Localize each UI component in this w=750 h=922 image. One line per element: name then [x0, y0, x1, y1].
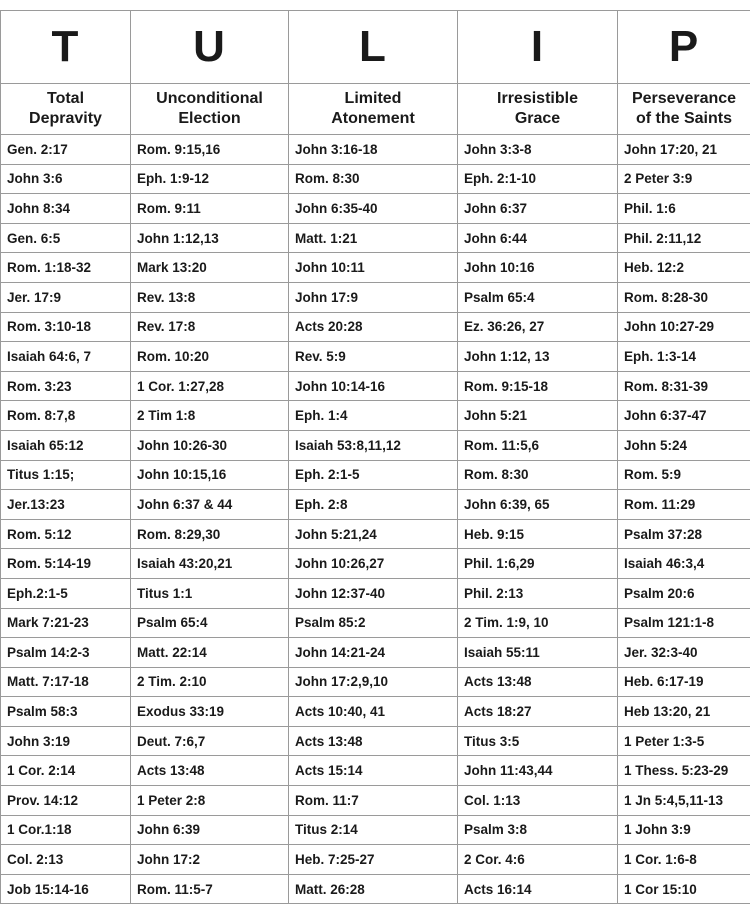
table-row: [1, 608, 750, 638]
table-row: [1, 312, 750, 342]
verse-cell-perseverance: Psalm 20:6: [618, 578, 750, 608]
verse-cell-limited-atonement: Isaiah 53:8,11,12: [289, 430, 458, 460]
verse-cell-limited-atonement: Eph. 1:4: [289, 401, 458, 431]
acronym-letter-row: [1, 11, 750, 84]
verse-cell-irresistible-grace: Isaiah 55:11: [458, 638, 618, 668]
verse-cell-limited-atonement: Eph. 2:1-5: [289, 460, 458, 490]
verse-cell-perseverance: Phil. 2:11,12: [618, 223, 750, 253]
verse-cell-perseverance: Rom. 11:29: [618, 490, 750, 520]
table-row: [1, 371, 750, 401]
verse-cell-total-depravity: Jer.13:23: [1, 490, 131, 520]
verse-cell-perseverance: 1 Peter 1:3-5: [618, 726, 750, 756]
verse-cell-perseverance: Rom. 8:28-30: [618, 282, 750, 312]
verse-cell-irresistible-grace: John 10:16: [458, 253, 618, 283]
verse-cell-total-depravity: Mark 7:21-23: [1, 608, 131, 638]
verse-cell-unconditional-election: 1 Cor. 1:27,28: [131, 371, 289, 401]
verse-cell-total-depravity: Psalm 14:2-3: [1, 638, 131, 668]
table-row: [1, 490, 750, 520]
verse-cell-irresistible-grace: 2 Tim. 1:9, 10: [458, 608, 618, 638]
verse-cell-total-depravity: Rom. 8:7,8: [1, 401, 131, 431]
verse-cell-perseverance: Phil. 1:6: [618, 194, 750, 224]
verse-cell-total-depravity: Gen. 6:5: [1, 223, 131, 253]
verse-cell-total-depravity: Isaiah 65:12: [1, 430, 131, 460]
verse-cell-total-depravity: Gen. 2:17: [1, 135, 131, 165]
verse-cell-limited-atonement: Rom. 8:30: [289, 164, 458, 194]
table-row: [1, 667, 750, 697]
verse-cell-irresistible-grace: Acts 18:27: [458, 697, 618, 727]
verse-cell-limited-atonement: Rev. 5:9: [289, 342, 458, 372]
verse-cell-unconditional-election: Deut. 7:6,7: [131, 726, 289, 756]
verse-cell-total-depravity: Rom. 5:12: [1, 519, 131, 549]
table-row: [1, 578, 750, 608]
verse-cell-limited-atonement: Matt. 26:28: [289, 874, 458, 904]
verse-cell-perseverance: Isaiah 46:3,4: [618, 549, 750, 579]
verse-cell-perseverance: Psalm 121:1-8: [618, 608, 750, 638]
verse-cell-limited-atonement: Matt. 1:21: [289, 223, 458, 253]
table-row: [1, 430, 750, 460]
verse-cell-limited-atonement: John 10:14-16: [289, 371, 458, 401]
verse-cell-total-depravity: Job 15:14-16: [1, 874, 131, 904]
verse-cell-unconditional-election: Isaiah 43:20,21: [131, 549, 289, 579]
verse-cell-irresistible-grace: John 11:43,44: [458, 756, 618, 786]
verse-cell-unconditional-election: Rev. 13:8: [131, 282, 289, 312]
letter-u: U: [131, 11, 289, 84]
verse-cell-unconditional-election: Psalm 65:4: [131, 608, 289, 638]
table-row: [1, 519, 750, 549]
verse-cell-perseverance: Rom. 8:31-39: [618, 371, 750, 401]
verse-cell-limited-atonement: John 10:11: [289, 253, 458, 283]
table-row: [1, 282, 750, 312]
verse-cell-irresistible-grace: Ez. 36:26, 27: [458, 312, 618, 342]
verse-cell-total-depravity: Rom. 5:14-19: [1, 549, 131, 579]
verse-cell-irresistible-grace: Psalm 65:4: [458, 282, 618, 312]
verse-cell-perseverance: Heb. 12:2: [618, 253, 750, 283]
verse-cell-limited-atonement: John 10:26,27: [289, 549, 458, 579]
verse-cell-total-depravity: Rom. 3:10-18: [1, 312, 131, 342]
verse-cell-total-depravity: Prov. 14:12: [1, 786, 131, 816]
verse-cell-irresistible-grace: Titus 3:5: [458, 726, 618, 756]
verse-cell-total-depravity: Jer. 17:9: [1, 282, 131, 312]
tulip-table: [0, 10, 750, 904]
verse-cell-total-depravity: John 3:19: [1, 726, 131, 756]
verse-cell-irresistible-grace: Rom. 8:30: [458, 460, 618, 490]
verse-cell-unconditional-election: John 6:37 & 44: [131, 490, 289, 520]
verse-cell-unconditional-election: John 1:12,13: [131, 223, 289, 253]
verse-cell-limited-atonement: Acts 13:48: [289, 726, 458, 756]
table-row: [1, 756, 750, 786]
verse-cell-irresistible-grace: John 5:21: [458, 401, 618, 431]
table-row: [1, 460, 750, 490]
verse-cell-unconditional-election: Exodus 33:19: [131, 697, 289, 727]
verse-cell-limited-atonement: John 14:21-24: [289, 638, 458, 668]
table-row: [1, 164, 750, 194]
letter-t: T: [1, 11, 131, 84]
verse-cell-irresistible-grace: Psalm 3:8: [458, 815, 618, 845]
verse-cell-limited-atonement: John 3:16-18: [289, 135, 458, 165]
verse-cell-irresistible-grace: Col. 1:13: [458, 786, 618, 816]
verse-cell-irresistible-grace: John 6:44: [458, 223, 618, 253]
verse-cell-perseverance: 1 Cor. 1:6-8: [618, 845, 750, 875]
verse-cell-irresistible-grace: Rom. 11:5,6: [458, 430, 618, 460]
verse-cell-irresistible-grace: Heb. 9:15: [458, 519, 618, 549]
table-row: [1, 253, 750, 283]
verse-cell-total-depravity: Titus 1:15;: [1, 460, 131, 490]
header-perseverance-of-the-saints: Perseverance of the Saints: [618, 84, 750, 135]
verse-cell-irresistible-grace: John 1:12, 13: [458, 342, 618, 372]
table-row: [1, 726, 750, 756]
table-row: [1, 194, 750, 224]
verse-cell-limited-atonement: Acts 15:14: [289, 756, 458, 786]
verse-cell-perseverance: John 6:37-47: [618, 401, 750, 431]
verse-cell-total-depravity: Rom. 1:18-32: [1, 253, 131, 283]
table-row: [1, 845, 750, 875]
verse-cell-unconditional-election: John 6:39: [131, 815, 289, 845]
verse-cell-perseverance: 1 John 3:9: [618, 815, 750, 845]
table-row: [1, 697, 750, 727]
verse-cell-perseverance: John 17:20, 21: [618, 135, 750, 165]
verse-cell-limited-atonement: Psalm 85:2: [289, 608, 458, 638]
verse-reference-rows: [1, 135, 750, 904]
verse-cell-unconditional-election: Mark 13:20: [131, 253, 289, 283]
table-row: [1, 786, 750, 816]
header-irresistible-grace: Irresistible Grace: [458, 84, 618, 135]
verse-cell-irresistible-grace: John 6:39, 65: [458, 490, 618, 520]
verse-cell-perseverance: 1 Jn 5:4,5,11-13: [618, 786, 750, 816]
header-total-depravity: Total Depravity: [1, 84, 131, 135]
header-unconditional-election: Unconditional Election: [131, 84, 289, 135]
verse-cell-unconditional-election: John 17:2: [131, 845, 289, 875]
verse-cell-irresistible-grace: Phil. 1:6,29: [458, 549, 618, 579]
verse-cell-total-depravity: Eph.2:1-5: [1, 578, 131, 608]
verse-cell-unconditional-election: 2 Tim 1:8: [131, 401, 289, 431]
verse-cell-limited-atonement: Acts 20:28: [289, 312, 458, 342]
verse-cell-perseverance: Jer. 32:3-40: [618, 638, 750, 668]
verse-cell-irresistible-grace: Acts 13:48: [458, 667, 618, 697]
table-row: [1, 815, 750, 845]
verse-cell-unconditional-election: 2 Tim. 2:10: [131, 667, 289, 697]
verse-cell-limited-atonement: Heb. 7:25-27: [289, 845, 458, 875]
verse-cell-irresistible-grace: John 3:3-8: [458, 135, 618, 165]
verse-cell-limited-atonement: Rom. 11:7: [289, 786, 458, 816]
verse-cell-limited-atonement: John 5:21,24: [289, 519, 458, 549]
verse-cell-irresistible-grace: Phil. 2:13: [458, 578, 618, 608]
verse-cell-unconditional-election: Rom. 10:20: [131, 342, 289, 372]
table-row: [1, 223, 750, 253]
verse-cell-total-depravity: Rom. 3:23: [1, 371, 131, 401]
letter-p: P: [618, 11, 750, 84]
verse-cell-limited-atonement: Titus 2:14: [289, 815, 458, 845]
header-limited-atonement: Limited Atonement: [289, 84, 458, 135]
column-header-row: [1, 84, 750, 135]
verse-cell-unconditional-election: Rev. 17:8: [131, 312, 289, 342]
verse-cell-total-depravity: 1 Cor.1:18: [1, 815, 131, 845]
verse-cell-total-depravity: 1 Cor. 2:14: [1, 756, 131, 786]
verse-cell-perseverance: 1 Thess. 5:23-29: [618, 756, 750, 786]
table-row: [1, 638, 750, 668]
verse-cell-limited-atonement: Acts 10:40, 41: [289, 697, 458, 727]
verse-cell-perseverance: Eph. 1:3-14: [618, 342, 750, 372]
verse-cell-unconditional-election: Acts 13:48: [131, 756, 289, 786]
verse-cell-unconditional-election: Rom. 9:15,16: [131, 135, 289, 165]
verse-cell-limited-atonement: John 17:9: [289, 282, 458, 312]
table-row: [1, 549, 750, 579]
verse-cell-irresistible-grace: Eph. 2:1-10: [458, 164, 618, 194]
verse-cell-irresistible-grace: 2 Cor. 4:6: [458, 845, 618, 875]
verse-cell-perseverance: John 10:27-29: [618, 312, 750, 342]
table-row: [1, 401, 750, 431]
verse-cell-unconditional-election: Eph. 1:9-12: [131, 164, 289, 194]
verse-cell-limited-atonement: John 12:37-40: [289, 578, 458, 608]
verse-cell-perseverance: John 5:24: [618, 430, 750, 460]
letter-i: I: [458, 11, 618, 84]
verse-cell-unconditional-election: 1 Peter 2:8: [131, 786, 289, 816]
verse-cell-perseverance: 2 Peter 3:9: [618, 164, 750, 194]
verse-cell-perseverance: Heb 13:20, 21: [618, 697, 750, 727]
verse-cell-perseverance: Heb. 6:17-19: [618, 667, 750, 697]
verse-cell-irresistible-grace: Rom. 9:15-18: [458, 371, 618, 401]
verse-cell-limited-atonement: John 17:2,9,10: [289, 667, 458, 697]
verse-cell-total-depravity: Isaiah 64:6, 7: [1, 342, 131, 372]
verse-cell-perseverance: Psalm 37:28: [618, 519, 750, 549]
verse-cell-unconditional-election: Matt. 22:14: [131, 638, 289, 668]
table-row: [1, 135, 750, 165]
verse-cell-unconditional-election: John 10:15,16: [131, 460, 289, 490]
verse-cell-limited-atonement: Eph. 2:8: [289, 490, 458, 520]
tulip-chart: [0, 10, 750, 904]
verse-cell-unconditional-election: Titus 1:1: [131, 578, 289, 608]
verse-cell-total-depravity: Psalm 58:3: [1, 697, 131, 727]
verse-cell-limited-atonement: John 6:35-40: [289, 194, 458, 224]
verse-cell-perseverance: Rom. 5:9: [618, 460, 750, 490]
verse-cell-unconditional-election: Rom. 9:11: [131, 194, 289, 224]
verse-cell-irresistible-grace: John 6:37: [458, 194, 618, 224]
table-row: [1, 342, 750, 372]
letter-l: L: [289, 11, 458, 84]
verse-cell-perseverance: 1 Cor 15:10: [618, 874, 750, 904]
verse-cell-total-depravity: John 3:6: [1, 164, 131, 194]
verse-cell-unconditional-election: Rom. 11:5-7: [131, 874, 289, 904]
verse-cell-irresistible-grace: Acts 16:14: [458, 874, 618, 904]
table-row: [1, 874, 750, 904]
verse-cell-total-depravity: John 8:34: [1, 194, 131, 224]
verse-cell-total-depravity: Matt. 7:17-18: [1, 667, 131, 697]
verse-cell-unconditional-election: John 10:26-30: [131, 430, 289, 460]
verse-cell-unconditional-election: Rom. 8:29,30: [131, 519, 289, 549]
verse-cell-total-depravity: Col. 2:13: [1, 845, 131, 875]
